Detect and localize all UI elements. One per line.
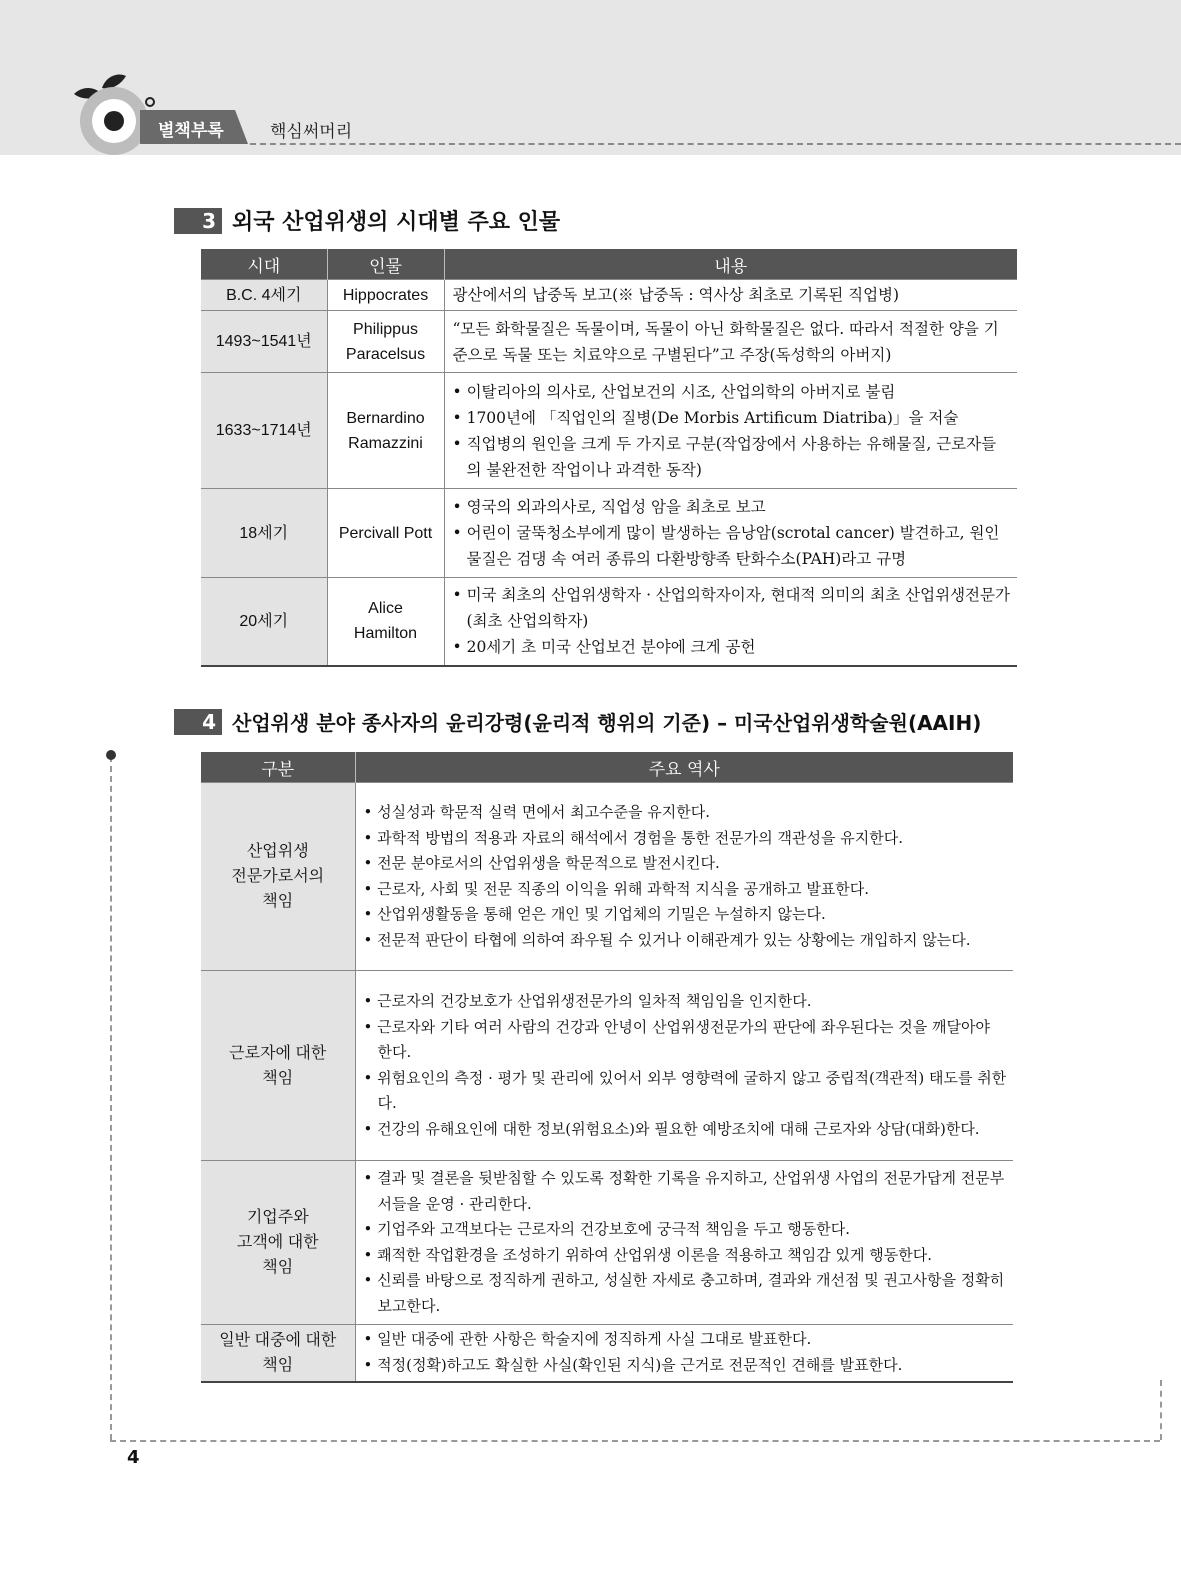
header-subtitle: 핵심써머리 — [270, 122, 353, 142]
col-header-duties: 주요 역사 — [355, 752, 1013, 783]
bullet-item: • 어린이 굴뚝청소부에게 많이 발생하는 음낭암(scrotal cancer) 발견하고, 원인물질은 검댕 속 여러 종류의 다환방향족 탄화수소(PAH)라고 규명 — [453, 520, 1012, 572]
category-label: 일반 대중에 대한 — [219, 1331, 337, 1349]
content-text: 광산에서의 납중독 보고(※ 납중독 : 역사상 최초로 기록된 직업병) — [452, 286, 900, 304]
col-header-content: 내용 — [444, 249, 1017, 280]
col-header-person: 인물 — [327, 249, 444, 280]
bullet-item: • 영국의 외과의사로, 직업성 암을 최초로 보고 — [453, 494, 1012, 520]
bullet-item: • 전문 분야로서의 산업위생을 학문적으로 발전시킨다. — [364, 851, 1008, 877]
person-cell — [327, 280, 444, 311]
bullet-item: • 적정(정확)하고도 확실한 사실(확인된 지식)을 근거로 전문적인 견해를 발표한다. — [364, 1353, 1008, 1379]
section3-title: 외국 산업위생의 시대별 주요 인물 — [232, 210, 561, 235]
section3-heading — [174, 205, 560, 236]
page-number: 4 — [127, 1447, 140, 1468]
person-cell — [327, 578, 444, 666]
bullet-item: • 근로자와 기타 여러 사람의 건강과 안녕이 산업위생전문가의 판단에 좌우된다는 것을 깨달아야 한다. — [364, 1015, 1008, 1066]
era-cell: 1493~1541년 — [201, 311, 327, 373]
content-cell — [444, 489, 1017, 578]
bullet-item: • 전문적 판단이 타협에 의하여 좌우될 수 있거나 이해관계가 있는 상황에는 개입하지 않는다. — [364, 928, 1008, 954]
duties-cell — [355, 1325, 1013, 1382]
table-row — [201, 578, 1017, 666]
era-cell: 1633~1714년 — [201, 373, 327, 489]
bullet-item: • 신뢰를 바탕으로 정직하게 권하고, 성실한 자세로 충고하며, 결과와 개선점 및 권고사항을 정확히 보고한다. — [364, 1268, 1008, 1319]
section4-number: 4 — [174, 709, 222, 735]
bullet-item: • 1700년에 「직업인의 질병(De Morbis Artificum Diatriba)」을 저술 — [453, 405, 1012, 431]
bullet-item: • 근로자, 사회 및 전문 직종의 이익을 위해 과학적 지식을 공개하고 발표한다. — [364, 877, 1008, 903]
category-label: 책임 — [262, 893, 294, 910]
table-row — [201, 489, 1017, 578]
category-label: 책임 — [262, 1259, 294, 1276]
content-cell — [444, 373, 1017, 489]
bullet-item: • 위험요인의 측정 · 평가 및 관리에 있어서 외부 영향력에 굴하지 않고 중립적(객관적) 태도를 취한다. — [364, 1066, 1008, 1117]
person-name: Percivall Pott — [338, 524, 433, 542]
page-frame-right — [1160, 1380, 1162, 1440]
person-name: Bernardino — [346, 409, 425, 427]
category-label: 근로자에 대한 — [229, 1044, 327, 1062]
bullet-item: • 미국 최초의 산업위생학자 · 산업의학자이자, 현대적 의미의 최초 산업위생전문가(최초 산업의학자) — [453, 582, 1012, 634]
table-row — [201, 373, 1017, 489]
category-label: 전문가로서의 — [231, 868, 325, 885]
bullet-item: • 일반 대중에 관한 사항은 학술지에 정직하게 사실 그대로 발표한다. — [364, 1327, 1008, 1353]
appendix-tab-label: 별책부록 — [158, 121, 224, 141]
header-dashed-rule — [250, 143, 1181, 145]
section3-number: 3 — [174, 208, 222, 234]
bullet-item: • 과학적 방법의 적용과 자료의 해석에서 경험을 통한 전문가의 객관성을 유지한다. — [364, 826, 1008, 852]
table-row — [201, 280, 1017, 311]
content-cell — [444, 280, 1017, 311]
person-name: Philippus — [353, 320, 418, 338]
duties-cell — [355, 1161, 1013, 1325]
section4-table — [201, 752, 1013, 1383]
section3-table — [201, 249, 1017, 667]
bullet-item: • 직업병의 원인을 크게 두 가지로 구분(작업장에서 사용하는 유해물질, 근로자들의 불완전한 작업이나 과격한 동작) — [453, 431, 1012, 483]
section4-title: 산업위생 분야 종사자의 윤리강령(윤리적 행위의 기준) – 미국산업위생학술원(AAIH) — [232, 711, 982, 735]
person-name: Ramazzini — [348, 434, 423, 452]
frame-dot — [106, 750, 116, 760]
category-label: 책임 — [262, 1356, 294, 1374]
table-row — [201, 971, 1013, 1161]
person-name: Hamilton — [353, 625, 418, 643]
page-frame-left — [110, 756, 112, 1440]
person-name: Alice — [368, 600, 403, 618]
person-cell — [327, 373, 444, 489]
era-cell: B.C. 4세기 — [201, 280, 327, 311]
table-row — [201, 1161, 1013, 1325]
bullet-item: • 근로자의 건강보호가 산업위생전문가의 일차적 책임임을 인지한다. — [364, 989, 1008, 1015]
era-cell: 20세기 — [201, 578, 327, 666]
bullet-item: • 이탈리아의 의사로, 산업보건의 시조, 산업의학의 아버지로 불림 — [453, 379, 1012, 405]
bullet-item: • 건강의 유해요인에 대한 정보(위험요소)와 필요한 예방조치에 대해 근로자와 상담(대화)한다. — [364, 1117, 1008, 1143]
category-cell — [201, 1325, 355, 1382]
table-row — [201, 311, 1017, 373]
category-label: 산업위생 — [246, 843, 309, 860]
category-label: 기업주와 — [246, 1209, 309, 1226]
col-header-category: 구분 — [201, 752, 355, 783]
bullet-item: • 기업주와 고객보다는 근로자의 건강보호에 궁극적 책임을 두고 행동한다. — [364, 1217, 1008, 1243]
content-text: “모든 화학물질은 독물이며, 독물이 아닌 화학물질은 없다. 따라서 적절한 양을 기준으로 독물 또는 치료약으로 구별된다”고 주장(독성학의 아버지) — [452, 319, 999, 364]
person-cell — [327, 489, 444, 578]
category-label: 책임 — [262, 1069, 294, 1087]
col-header-era: 시대 — [201, 249, 327, 280]
person-cell — [327, 311, 444, 373]
content-cell — [444, 578, 1017, 666]
content-cell — [444, 311, 1017, 373]
bullet-item: • 결과 및 결론을 뒷받침할 수 있도록 정확한 기록을 유지하고, 산업위생 사업의 전문가답게 전문부서들을 운영 · 관리한다. — [364, 1166, 1008, 1217]
category-cell — [201, 1161, 355, 1325]
table-row — [201, 783, 1013, 971]
table-row — [201, 1325, 1013, 1382]
bullet-item: • 쾌적한 작업환경을 조성하기 위하여 산업위생 이론을 적용하고 책임감 있게 행동한다. — [364, 1243, 1008, 1269]
person-name: Paracelsus — [345, 345, 426, 363]
duties-cell — [355, 783, 1013, 971]
era-cell: 18세기 — [201, 489, 327, 578]
category-cell — [201, 783, 355, 971]
bullet-item: • 20세기 초 미국 산업보건 분야에 크게 공헌 — [453, 634, 1012, 660]
bullet-item: • 산업위생활동을 통해 얻은 개인 및 기업체의 기밀은 누설하지 않는다. — [364, 902, 1008, 928]
page-frame-bottom — [110, 1440, 1160, 1442]
category-cell — [201, 971, 355, 1161]
duties-cell — [355, 971, 1013, 1161]
person-name: Hippocrates — [342, 286, 429, 304]
section4-heading — [174, 707, 981, 736]
bullet-item: • 성실성과 학문적 실력 면에서 최고수준을 유지한다. — [364, 800, 1008, 826]
category-label: 고객에 대한 — [236, 1234, 319, 1251]
